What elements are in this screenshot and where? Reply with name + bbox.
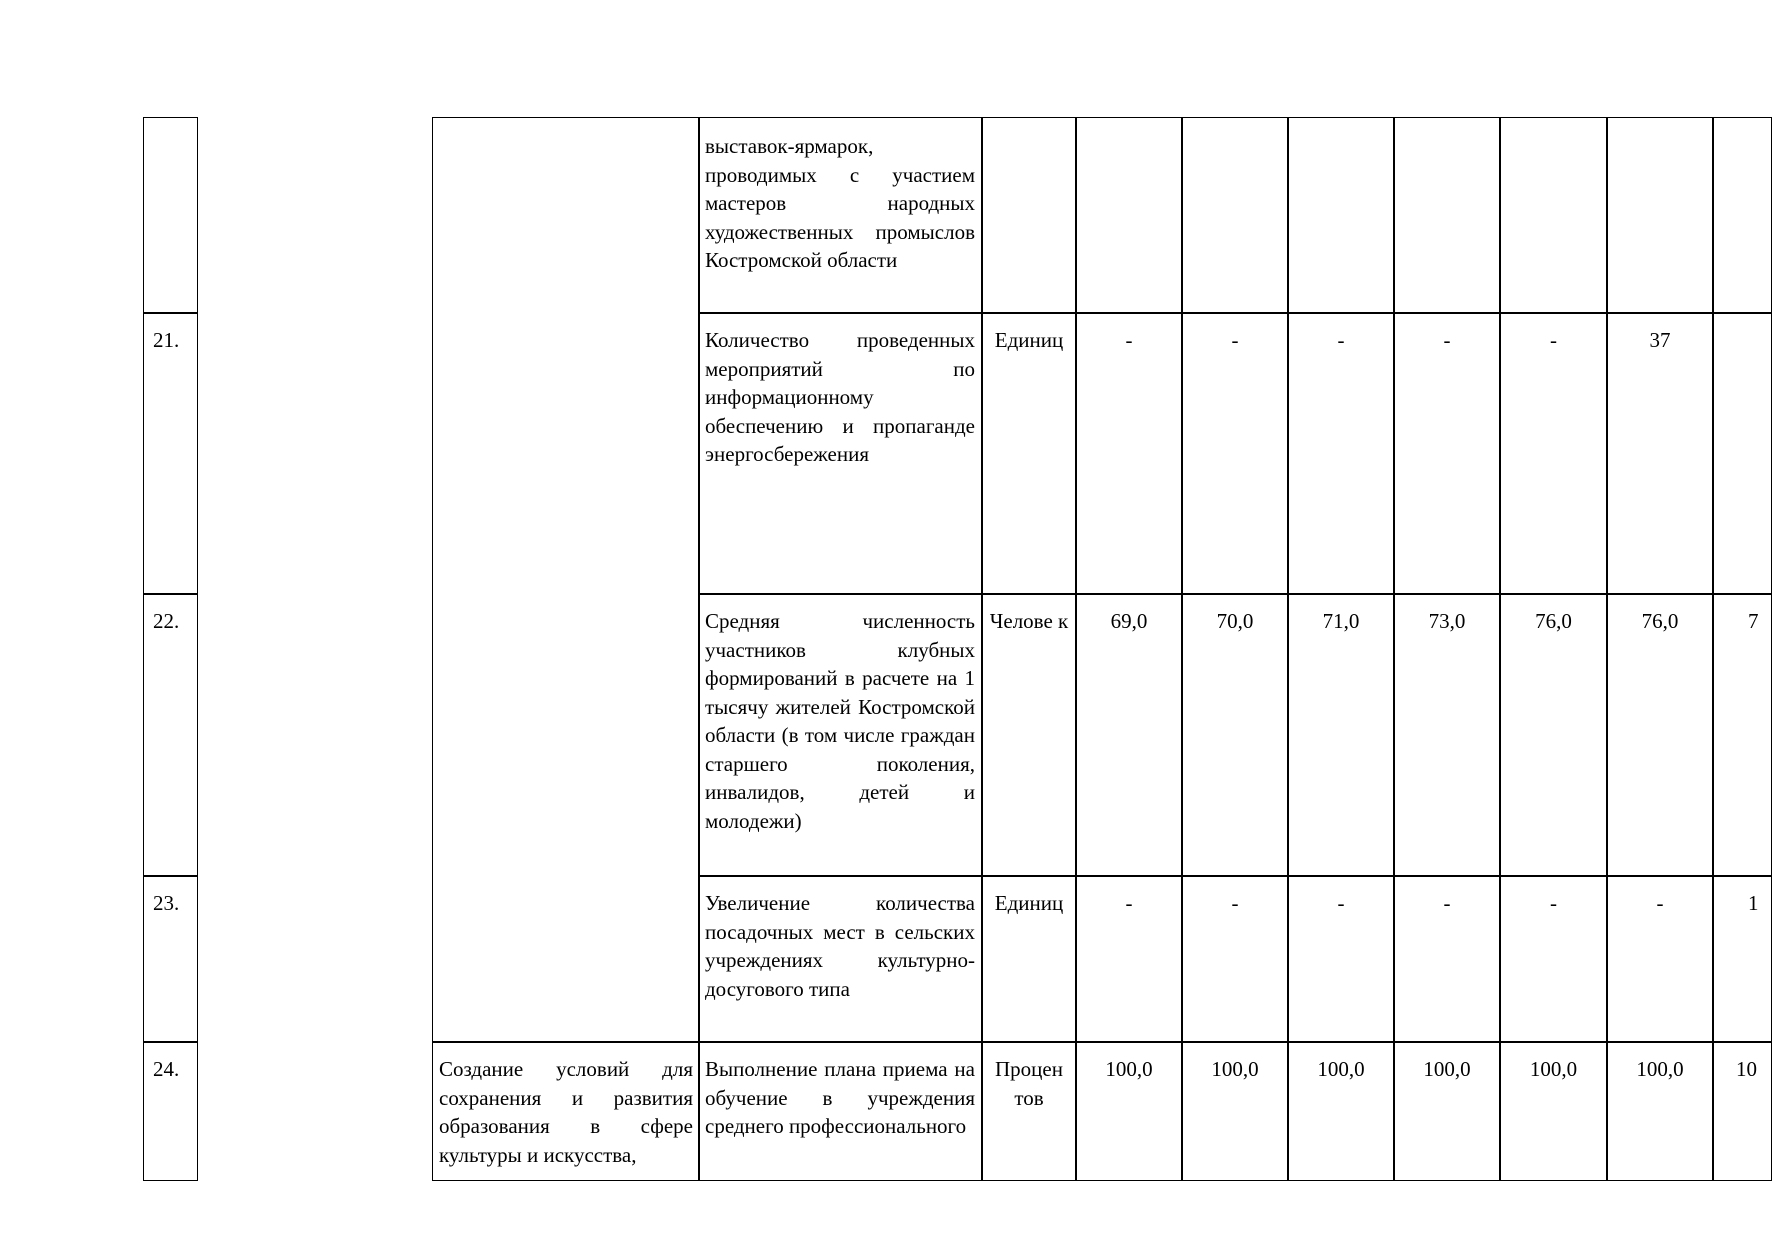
indicator-text: Выполнение плана приема на обучение в учреждения среднего профессионального <box>705 1057 975 1138</box>
row-number: 24. <box>153 1057 180 1081</box>
value-text: 1 <box>1748 891 1759 915</box>
value-text: 70,0 <box>1216 609 1254 633</box>
value-cell <box>1075 593 1183 877</box>
unit-text: Челове к <box>989 609 1069 633</box>
value-text: 76,0 <box>1641 609 1679 633</box>
unit-text: Единиц <box>994 891 1064 915</box>
value-text: 73,0 <box>1428 609 1466 633</box>
indicator-text: Увеличение количества посадочных мест в сельских учреждениях культурно-досугового типа <box>705 891 975 1001</box>
value-cell <box>1499 593 1608 877</box>
value-cell <box>1499 117 1608 314</box>
value-text: 100,0 <box>1423 1057 1471 1081</box>
value-text: - <box>1443 891 1451 915</box>
row-number: 23. <box>153 891 180 915</box>
value-cell <box>1712 875 1772 1043</box>
unit-cell <box>981 593 1077 877</box>
value-text: 100,0 <box>1211 1057 1259 1081</box>
value-text: 100,0 <box>1529 1057 1578 1081</box>
value-text: 76,0 <box>1535 609 1572 633</box>
objective-text: Создание условий для сохранения и развития образования в сфере культуры и искусства, <box>439 1057 693 1167</box>
value-text: 100,0 <box>1636 1057 1684 1081</box>
value-cell <box>1075 117 1183 314</box>
value-cell <box>1606 593 1714 877</box>
indicator-text: Количество проведенных мероприятий по информационному обеспечению и пропаганде энергосбережения <box>705 328 975 466</box>
value-text: - <box>1550 328 1557 352</box>
value-text: 10 <box>1736 1057 1757 1081</box>
value-cell <box>1287 593 1395 877</box>
indicator-text: выставок-ярмарок, проводимых с участием мастеров народных художественных промыслов Костромской области <box>705 134 975 272</box>
unit-cell <box>981 117 1077 314</box>
value-text: 37 <box>1649 328 1671 352</box>
value-text: - <box>1337 891 1345 915</box>
value-text: - <box>1656 891 1664 915</box>
value-cell <box>1393 117 1501 314</box>
objective-cell <box>432 117 700 1043</box>
row-number: 22. <box>153 609 180 633</box>
row-number-cell <box>143 593 198 877</box>
value-text: - <box>1231 891 1239 915</box>
value-text: - <box>1125 891 1133 915</box>
row-number: 21. <box>153 328 180 352</box>
row-number-cell <box>143 117 198 314</box>
value-cell <box>1712 117 1772 314</box>
value-cell <box>1712 312 1772 595</box>
value-text: - <box>1231 328 1239 352</box>
value-cell <box>1606 117 1714 314</box>
value-cell <box>1181 593 1289 877</box>
unit-text: Единиц <box>994 328 1064 352</box>
value-text: - <box>1443 328 1451 352</box>
value-cell <box>1181 117 1289 314</box>
value-cell <box>1393 593 1501 877</box>
value-text: 100,0 <box>1105 1057 1153 1081</box>
value-text: - <box>1125 328 1133 352</box>
value-text: 69,0 <box>1110 609 1148 633</box>
value-text: 7 <box>1748 609 1759 633</box>
value-text: 100,0 <box>1317 1057 1365 1081</box>
value-text: - <box>1550 891 1557 915</box>
value-text: 71,0 <box>1322 609 1360 633</box>
unit-text: Процен тов <box>995 1057 1063 1110</box>
value-text: - <box>1337 328 1345 352</box>
indicator-text: Средняя численность участников клубных формирований в расчете на 1 тысячу жителей Костромской области (в том числе граждан старшего поколения, инвалидов, детей и молодежи) <box>705 609 975 833</box>
value-cell <box>1712 593 1772 877</box>
value-cell <box>1287 117 1395 314</box>
